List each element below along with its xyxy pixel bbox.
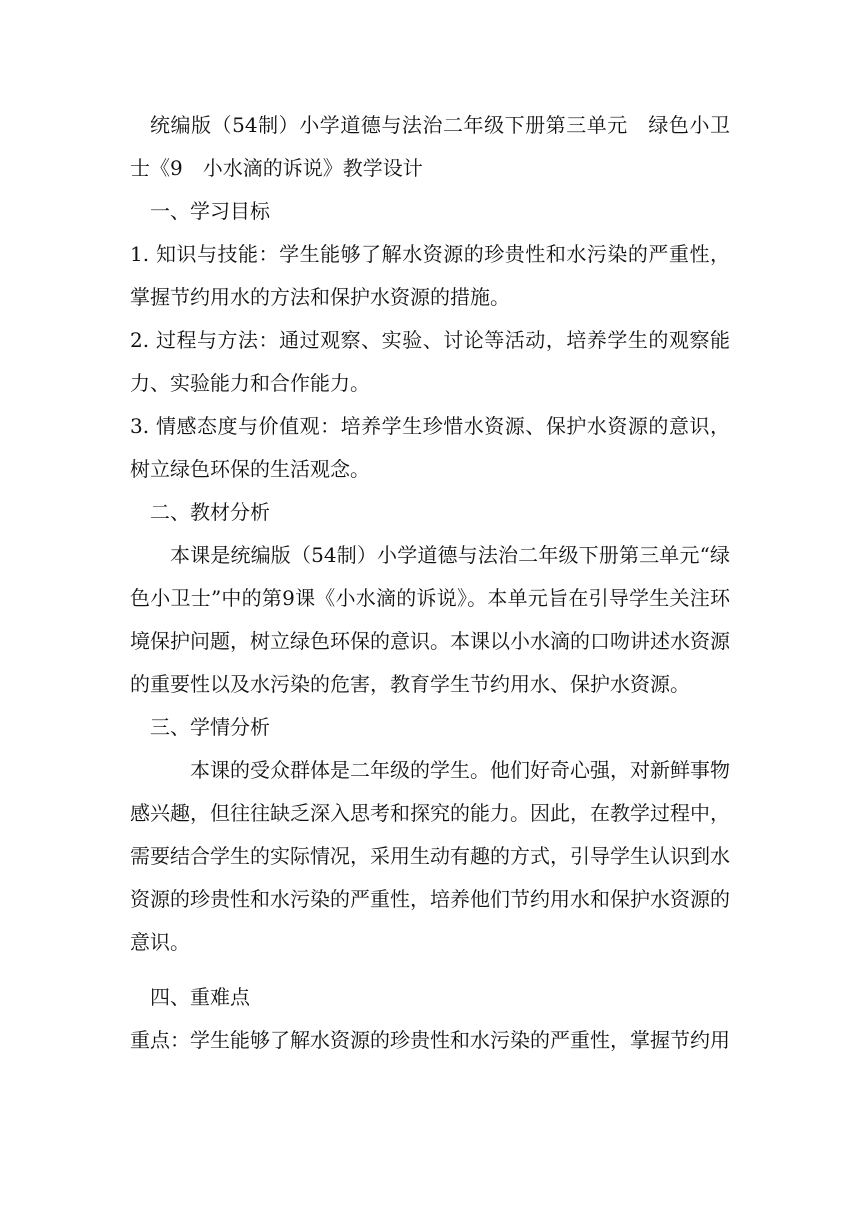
objective-2: 2. 过程与方法：通过观察、实验、讨论等活动，培养学生的观察能力、实验能力和合作能力。 bbox=[130, 328, 730, 395]
objective-1: 1. 知识与技能：学生能够了解水资源的珍贵性和水污染的严重性，掌握节约用水的方法和保护水资源的措施。 bbox=[130, 242, 730, 309]
document-title: 统编版（54制）小学道德与法治二年级下册第三单元 绿色小卫士《9 小水滴的诉说》教学设计 bbox=[130, 113, 730, 180]
key-points-text: 重点：学生能够了解水资源的珍贵性和水污染的严重性，掌握节约用 bbox=[130, 1028, 730, 1052]
section-heading-textbook: 二、教材分析 bbox=[150, 500, 270, 524]
section-heading-key-points: 四、重难点 bbox=[150, 985, 250, 1009]
objective-3: 3. 情感态度与价值观：培养学生珍惜水资源、保护水资源的意识，树立绿色环保的生活观念。 bbox=[130, 414, 730, 481]
section-heading-objectives: 一、学习目标 bbox=[150, 199, 270, 223]
section-heading-learner: 三、学情分析 bbox=[150, 715, 270, 739]
textbook-analysis-text: 本课是统编版（54制）小学道德与法治二年级下册第三单元“绿色小卫士”中的第9课《小水滴的诉说》。本单元旨在引导学生关注环境保护问题，树立绿色环保的意识。本课以小水滴的口吻讲述水资源的重要性以及水污染的危害，教育学生节约用水、保护水资源。 bbox=[130, 543, 730, 696]
document-body bbox=[130, 104, 730, 1062]
learner-analysis-text: 本课的受众群体是二年级的学生。他们好奇心强，对新鲜事物感兴趣，但往往缺乏深入思考和探究的能力。因此，在教学过程中，需要结合学生的实际情况，采用生动有趣的方式，引导学生认识到水资源的珍贵性和水污染的严重性，培养他们节约用水和保护水资源的意识。 bbox=[130, 758, 730, 954]
